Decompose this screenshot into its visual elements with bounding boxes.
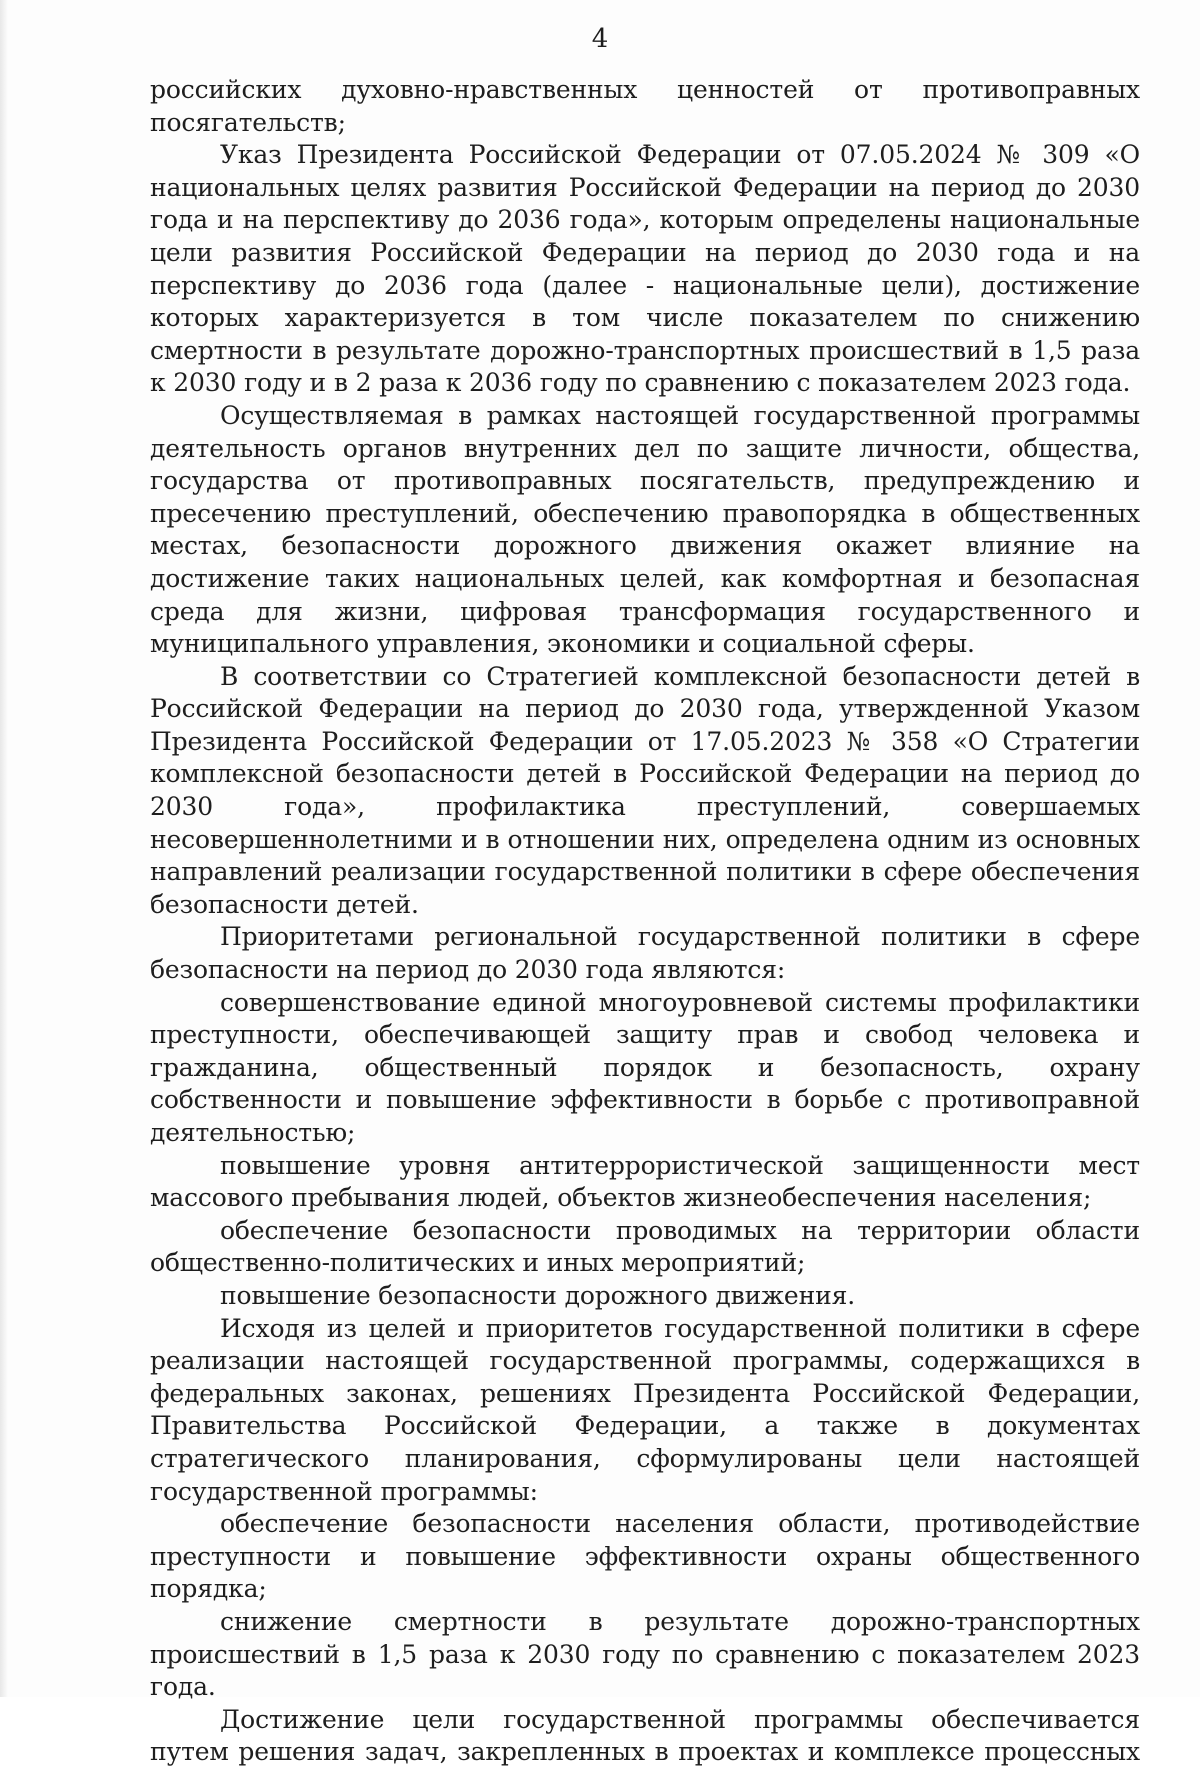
paragraph-priorities-intro: Приоритетами региональной государственной политики в сфере безопасности на период до 2030 года являются: [150,922,1140,985]
list-item-priority: обеспечение безопасности проводимых на территории области общественно-политических и иных мероприятий; [150,1215,1140,1278]
list-item-priority: повышение безопасности дорожного движения. [220,1280,856,1310]
page-number: 4 [591,24,609,54]
paragraph-police-activity: Осуществляемая в рамках настоящей государственной программы деятельность органов внутренних дел по защите личности, общества, государства от противоправных посягательств, предупреждению и пресечению преступлений, обеспечению правопорядка в общественных местах, безопасности дорожного движения окажет влияние на достижение таких национальных целей, как комфортная и безопасная среда для жизни, цифровая трансформация государственного и муниципального управления, экономики и социальной сферы. [150,400,1140,659]
list-item-priority: повышение уровня антитеррористической защищенности мест массового пребывания людей, объектов жизнеобеспечения населения; [150,1150,1140,1213]
list-item-goal: снижение смертности в результате дорожно-транспортных происшествий в 1,5 раза к 2030 году по сравнению с показателем 2023 года. [150,1606,1140,1702]
list-item-priority: совершенствование единой многоуровневой системы профилактики преступности, обеспечивающей защиту прав и свобод человека и гражданина, общественный порядок и безопасность, охрану собственности и повышение эффективности в борьбе с противоправной деятельностью; [150,987,1140,1147]
paragraph-child-safety-strategy: В соответствии со Стратегией комплексной безопасности детей в Российской Федерации на период до 2030 года, утвержденной Указом Президента Российской Федерации от 17.05.2023 № 358 «О Стратегии комплексной безопасности детей в Российской Федерации на период до 2030 года», профилактика преступлений, совершаемых несовершеннолетними и в отношении них, определена одним из основных направлений реализации государственной политики в сфере обеспечения безопасности детей. [150,661,1140,919]
list-item-goal: обеспечение безопасности населения области, противодействие преступности и повышение эффективности охраны общественного порядка; [150,1509,1140,1604]
paragraph-program-goals-intro: Исходя из целей и приоритетов государственной политики в сфере реализации настоящей государственной программы, содержащихся в федеральных законах, решениях Президента Российской Федерации, Правительства Российской Федерации, а также в документах стратегического планирования, сформулированы цели настоящей государственной программы: [150,1313,1140,1506]
document-body [150,74,1140,1769]
paragraph-goal-achievement: Достижение цели государственной программы обеспечивается путем решения задач, закрепленных в проектах и комплексе процессных [150,1704,1140,1767]
scan-edge-shadow [0,0,8,1697]
paragraph-decree-309: Указ Президента Российской Федерации от 07.05.2024 № 309 «О национальных целях развития Российской Федерации на период до 2030 года и на перспективу до 2036 года», которым определены национальные цели развития Российской Федерации на период до 2030 года и на перспективу до 2036 года (далее - национальные цели), достижение которых характеризуется в том числе показателем по снижению смертности в результате дорожно-транспортных происшествий в 1,5 раза к 2030 году и в 2 раза к 2036 году по сравнению с показателем 2023 года. [150,140,1140,398]
paragraph-continuation: российских духовно-нравственных ценностей от противоправных посягательств; [150,75,1140,137]
